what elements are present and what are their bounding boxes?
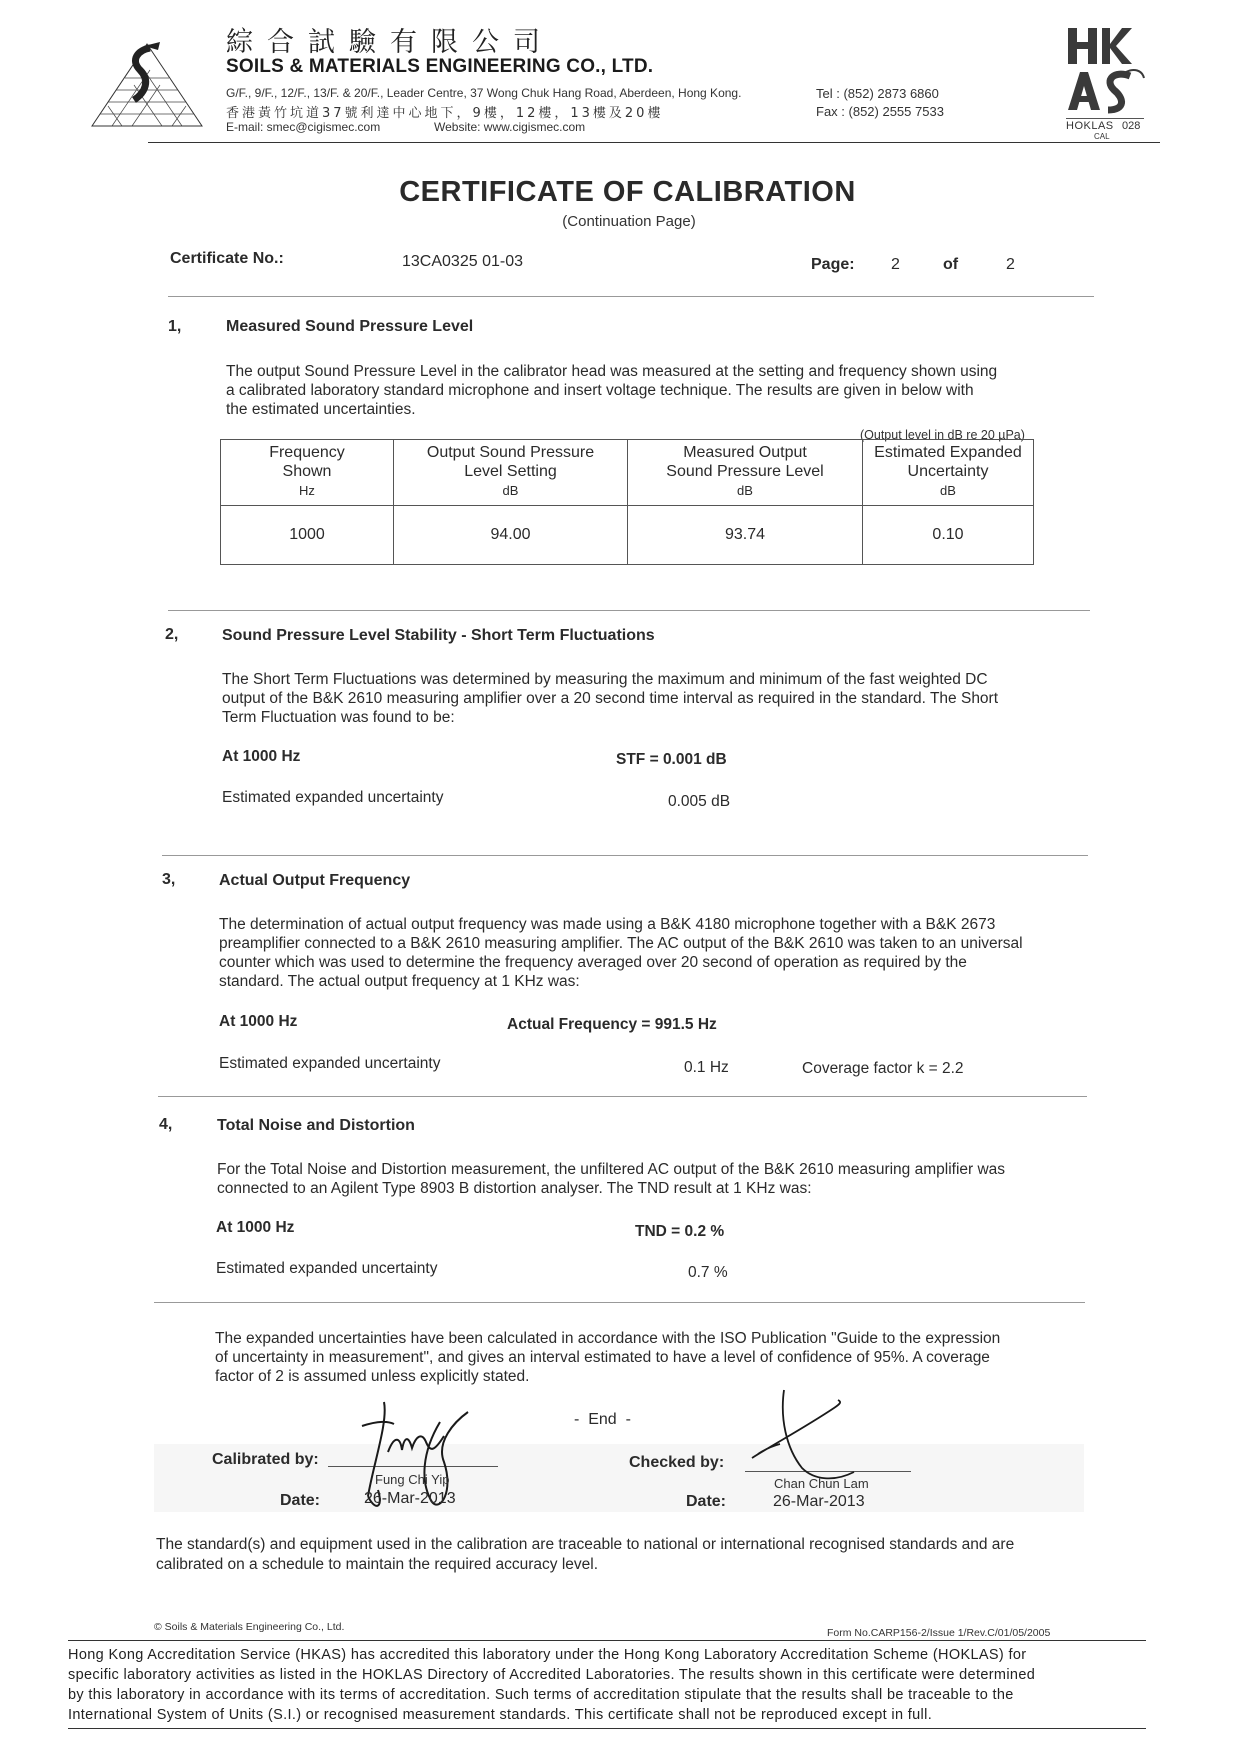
company-fax: Fax : (852) 2555 7533 (816, 104, 944, 119)
company-email: E-mail: smec@cigismec.com (226, 120, 381, 134)
section-3-text-3: counter which was used to determine the frequency averaged over 20 second of operation as required by the (219, 954, 967, 971)
section-1-number: 1, (168, 318, 182, 335)
end-marker: - End - (574, 1411, 631, 1428)
checked-signature (744, 1388, 894, 1488)
page-subtitle: (Continuation Page) (562, 213, 696, 230)
section-2-at-label: At 1000 Hz (222, 748, 301, 765)
footer-bottom-rule (68, 1728, 1146, 1729)
col-frequency: Frequency Shown Hz (221, 440, 394, 506)
section-1-text-3: the estimated uncertainties. (226, 401, 416, 418)
hkas-statement-3: by this laboratory in accordance with its terms of accreditation. Such terms of accreditation stipulate that the results shall be traceable to the (68, 1687, 1014, 1703)
checked-by-name: Chan Chun Lam (774, 1476, 869, 1491)
section-2-number: 2, (165, 626, 179, 643)
section-2-divider (162, 855, 1088, 856)
page-of: of (943, 256, 959, 273)
cell-output-setting: 94.00 (394, 506, 628, 565)
cell-uncertainty: 0.10 (863, 506, 1034, 565)
company-website: Website: www.cigismec.com (434, 120, 586, 134)
hkas-logo-text: HOKLAS (1066, 120, 1114, 132)
section-2-uncertainty-label: Estimated expanded uncertainty (222, 789, 444, 806)
section-3-uncertainty-value: 0.1 Hz (684, 1059, 729, 1076)
section-3-text-2: preamplifier connected to a B&K 2610 measuring amplifier. The AC output of the B&K 2610 was taken to an universal (219, 935, 1023, 952)
copyright: © Soils & Materials Engineering Co., Ltd. (154, 1621, 345, 1633)
col-uncertainty: Estimated Expanded Uncertainty dB (863, 440, 1034, 506)
table-row (221, 506, 1034, 565)
section-2-title: Sound Pressure Level Stability - Short Term Fluctuations (222, 627, 655, 644)
uncertainty-note-1: The expanded uncertainties have been calculated in accordance with the ISO Publication "Guide to the expression (215, 1330, 1001, 1347)
hkas-statement-4: International System of Units (S.I.) or recognised measurement standards. This certificate shall not be reproduced except in full. (68, 1707, 933, 1723)
cell-measured-output: 93.74 (628, 506, 863, 565)
page-total: 2 (1006, 256, 1015, 273)
col-measured-output: Measured Output Sound Pressure Level dB (628, 440, 863, 506)
section-4-divider (154, 1302, 1085, 1303)
section-3-coverage-factor: Coverage factor k = 2.2 (802, 1060, 964, 1077)
checked-by-label: Checked by: (629, 1454, 725, 1471)
section-2-text-1: The Short Term Fluctuations was determined by measuring the maximum and minimum of the fast weighted DC (222, 671, 988, 688)
company-logo (88, 40, 206, 130)
section-3-result: Actual Frequency = 991.5 Hz (507, 1016, 717, 1033)
uncertainty-note-3: factor of 2 is assumed unless explicitly stated. (215, 1368, 530, 1385)
hkas-cal: CAL (1094, 132, 1110, 141)
calibrated-by-name: Fung Chi Yip (375, 1472, 450, 1487)
company-tel: Tel : (852) 2873 6860 (816, 86, 939, 101)
hkas-statement-1: Hong Kong Accreditation Service (HKAS) has accredited this laboratory under the Hong Kong Laboratory Accreditation Scheme (HOKLAS) for (68, 1647, 1027, 1663)
calibrated-date-label: Date: (280, 1492, 321, 1509)
checked-date-label: Date: (686, 1493, 727, 1510)
section-3-text-4: standard. The actual output frequency at 1 KHz was: (219, 973, 580, 990)
col-output-setting: Output Sound Pressure Level Setting dB (394, 440, 628, 506)
section-1-divider (168, 610, 1090, 611)
section-4-uncertainty-label: Estimated expanded uncertainty (216, 1260, 438, 1277)
calibrated-by-label: Calibrated by: (212, 1451, 319, 1468)
section-4-result: TND = 0.2 % (635, 1223, 725, 1240)
table-unit-note: (Output level in dB re 20 µPa) (860, 428, 1025, 442)
page-title: CERTIFICATE OF CALIBRATION (399, 176, 856, 208)
uncertainty-note-2: of uncertainty in measurement", and gives an interval estimated to have a level of confidence of 95%. A coverage (215, 1349, 990, 1366)
section-2-text-3: Term Fluctuation was found to be: (222, 709, 455, 726)
section-3-number: 3, (162, 871, 176, 888)
section-4-text-1: For the Total Noise and Distortion measurement, the unfiltered AC output of the B&K 2610 measuring amplifier was (217, 1161, 1006, 1178)
company-address-cn: 香港黃竹坑道37號利達中心地下，9樓，12樓，13樓及20樓 (226, 106, 664, 121)
section-3-text-1: The determination of actual output frequency was made using a B&K 4180 microphone together with a B&K 2673 (219, 916, 996, 933)
company-name-en: SOILS & MATERIALS ENGINEERING CO., LTD. (226, 56, 654, 77)
hkas-mark-icon (1066, 26, 1146, 116)
section-3-title: Actual Output Frequency (219, 872, 411, 889)
section-4-text-2: connected to an Agilent Type 8903 B distortion analyser. The TND result at 1 KHz was: (217, 1180, 812, 1197)
section-2-text-2: output of the B&K 2610 measuring amplifier over a 20 second time interval as required in the standard. The Short (222, 690, 999, 707)
cert-divider (168, 296, 1094, 297)
traceability-text-2: calibrated on a schedule to maintain the required accuracy level. (156, 1556, 599, 1573)
certificate-number-label: Certificate No.: (170, 250, 284, 267)
calibrated-date: 26-Mar-2013 (364, 1490, 456, 1507)
form-number: Form No.CARP156-2/Issue 1/Rev.C/01/05/2005 (827, 1627, 1051, 1639)
cell-frequency: 1000 (221, 506, 394, 565)
hkas-number: 028 (1122, 120, 1141, 132)
spl-table (220, 439, 1034, 565)
section-3-at-label: At 1000 Hz (219, 1013, 298, 1030)
section-4-uncertainty-value: 0.7 % (688, 1264, 728, 1281)
section-4-at-label: At 1000 Hz (216, 1219, 295, 1236)
header-divider (148, 142, 1160, 143)
section-1-title: Measured Sound Pressure Level (226, 318, 474, 335)
hkas-logo (1066, 26, 1146, 142)
section-2-uncertainty-value: 0.005 dB (668, 793, 731, 810)
section-1-text-2: a calibrated laboratory standard microphone and insert voltage technique. The results are given in below with (226, 382, 974, 399)
section-3-divider (158, 1096, 1087, 1097)
section-4-number: 4, (159, 1116, 173, 1133)
checked-date: 26-Mar-2013 (773, 1493, 865, 1510)
traceability-text-1: The standard(s) and equipment used in the calibration are traceable to national or international recognised standards and are (156, 1536, 1015, 1553)
page-label: Page: (811, 256, 855, 273)
company-address-en: G/F., 9/F., 12/F., 13/F. & 20/F., Leader Centre, 37 Wong Chuk Hang Road, Aberdeen, Hong Kong. (226, 86, 742, 100)
certificate-number: 13CA0325 01-03 (402, 253, 523, 270)
section-4-title: Total Noise and Distortion (217, 1117, 415, 1134)
section-2-result: STF = 0.001 dB (616, 751, 727, 768)
hkas-statement-2: specific laboratory activities as listed in the HOKLAS Directory of Accredited Laboratories. The results shown in this certificate were determined (68, 1667, 1036, 1683)
table-header-row (221, 440, 1034, 506)
footer-divider (68, 1640, 1146, 1641)
page-current: 2 (891, 256, 900, 273)
company-name-cn: 綜合試驗有限公司 (226, 27, 554, 58)
section-3-uncertainty-label: Estimated expanded uncertainty (219, 1055, 441, 1072)
section-1-text-1: The output Sound Pressure Level in the calibrator head was measured at the setting and frequency shown using (226, 363, 998, 380)
